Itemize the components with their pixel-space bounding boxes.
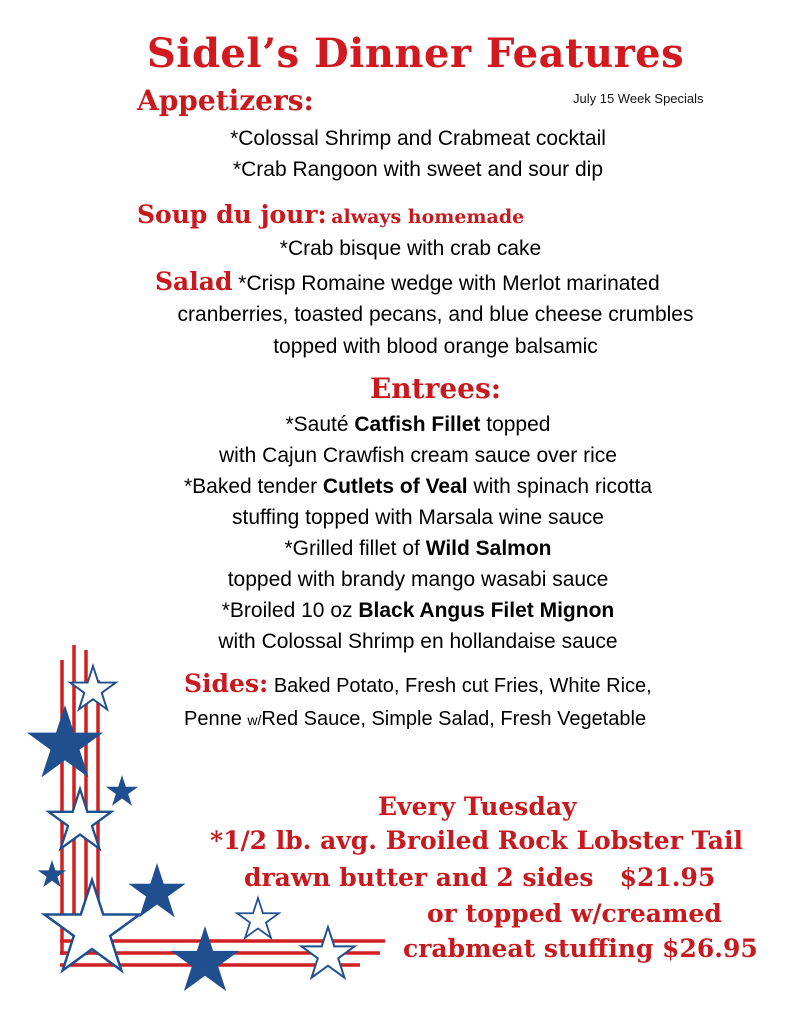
appetizer-item: *Crab Rangoon with sweet and sour dip: [232, 158, 604, 181]
entree-line: *Sauté Catfish Fillet topped: [285, 413, 551, 436]
sides-row: [184, 668, 652, 702]
salad-heading: Salad: [155, 267, 233, 296]
soup-note: always homemade: [331, 206, 525, 228]
entree-line: *Broiled 10 oz Black Angus Filet Mignon: [221, 599, 615, 622]
soup-heading: Soup du jour:: [137, 200, 327, 229]
sides-heading: Sides:: [184, 669, 269, 698]
tuesday-line: or topped w/creamed: [427, 899, 722, 928]
entree-line: with Cajun Crawfish cream sauce over rice: [219, 444, 617, 467]
week-note: July 15 Week Specials: [573, 91, 704, 106]
appetizer-item: *Colossal Shrimp and Crabmeat cocktail: [230, 127, 606, 150]
page-title: Sidel’s Dinner Features: [146, 30, 685, 77]
tuesday-line: *1/2 lb. avg. Broiled Rock Lobster Tail: [210, 826, 743, 855]
tuesday-line: drawn butter and 2 sides $21.95: [244, 863, 716, 892]
soup-heading-row: [137, 200, 524, 229]
salad-line: cranberries, toasted pecans, and blue cheese crumbles: [177, 303, 694, 326]
tuesday-heading: Every Tuesday: [378, 792, 577, 821]
appetizers-heading: Appetizers:: [137, 84, 314, 117]
sides-line: Penne w/Red Sauce, Simple Salad, Fresh Vegetable: [184, 708, 647, 730]
salad-row: [155, 266, 660, 299]
entree-line: stuffing topped with Marsala wine sauce: [232, 506, 604, 529]
entree-line: with Colossal Shrimp en hollandaise sauce: [218, 630, 618, 653]
salad-line: topped with blood orange balsamic: [273, 335, 598, 358]
tuesday-line: crabmeat stuffing $26.95: [403, 934, 758, 963]
sides-line: Baked Potato, Fresh cut Fries, White Rice,: [273, 675, 652, 697]
soup-item: *Crab bisque with crab cake: [279, 237, 542, 260]
salad-line: *Crisp Romaine wedge with Merlot marinated: [238, 272, 660, 295]
entrees-heading: Entrees:: [369, 372, 502, 405]
entree-line: *Grilled fillet of Wild Salmon: [284, 537, 552, 560]
entree-line: topped with brandy mango wasabi sauce: [227, 568, 609, 591]
entree-line: *Baked tender Cutlets of Veal with spinach ricotta: [183, 475, 653, 498]
